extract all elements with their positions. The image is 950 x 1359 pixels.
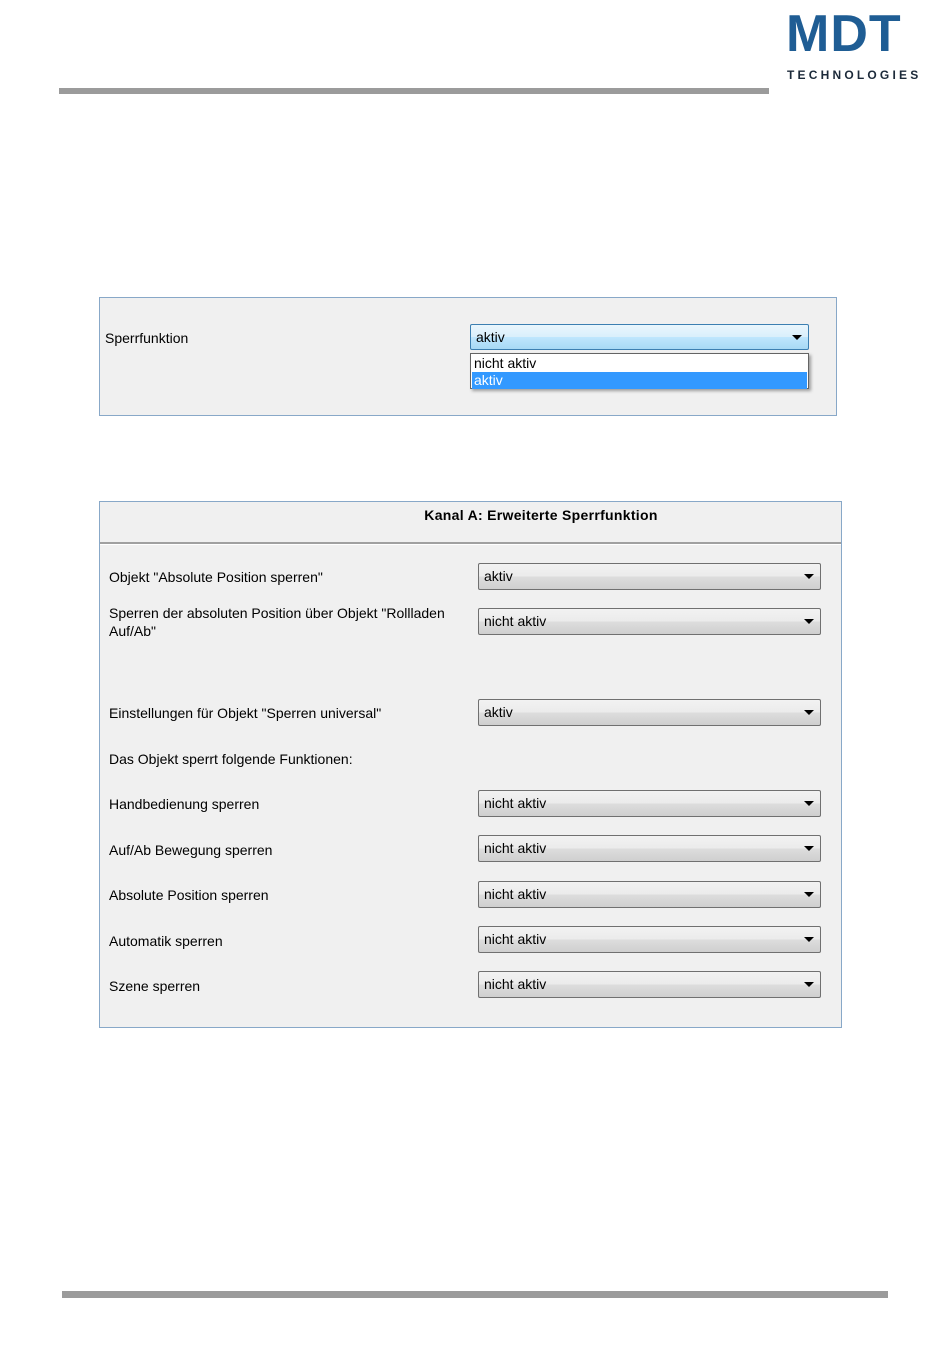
- sperrfunktion-select[interactable]: [470, 324, 809, 350]
- chevron-down-icon[interactable]: [804, 892, 814, 897]
- sperrfunktion-panel: [99, 297, 837, 416]
- automatik-select[interactable]: [478, 926, 821, 953]
- auf-ab-bewegung-select[interactable]: [478, 835, 821, 862]
- erweiterte-sperrfunktion-panel: [99, 501, 842, 1028]
- panel-title: Kanal A: Erweiterte Sperrfunktion: [424, 507, 658, 523]
- select-value: nicht aktiv: [484, 795, 547, 811]
- handbedienung-select[interactable]: [478, 790, 821, 817]
- chevron-down-icon[interactable]: [792, 335, 802, 340]
- sperren-universal-select[interactable]: [478, 699, 821, 726]
- row-label-handbedienung: Handbedienung sperren: [109, 796, 260, 812]
- chevron-down-icon[interactable]: [804, 801, 814, 806]
- functions-heading: Das Objekt sperrt folgende Funktionen:: [109, 751, 353, 767]
- sperren-rollladen-select[interactable]: [478, 608, 821, 635]
- absolute-position-select[interactable]: [478, 881, 821, 908]
- option-aktiv[interactable]: aktiv: [472, 372, 807, 389]
- sperrfunktion-value: aktiv: [476, 329, 505, 345]
- row-label-automatik: Automatik sperren: [109, 933, 223, 949]
- chevron-down-icon[interactable]: [804, 846, 814, 851]
- row-label-absolute-position-object: Objekt "Absolute Position sperren": [109, 569, 323, 585]
- footer-divider: [62, 1291, 888, 1298]
- select-value: nicht aktiv: [484, 886, 547, 902]
- logo-wordmark: MDT: [786, 5, 902, 63]
- option-nicht-aktiv[interactable]: nicht aktiv: [474, 355, 537, 371]
- select-value: nicht aktiv: [484, 840, 547, 856]
- chevron-down-icon[interactable]: [804, 574, 814, 579]
- sperrfunktion-label: Sperrfunktion: [105, 330, 189, 346]
- chevron-down-icon[interactable]: [804, 710, 814, 715]
- select-value: aktiv: [484, 568, 513, 584]
- chevron-down-icon[interactable]: [804, 937, 814, 942]
- chevron-down-icon[interactable]: [804, 982, 814, 987]
- sperrfunktion-dropdown-list: [470, 353, 809, 389]
- row-label-auf-ab-bewegung: Auf/Ab Bewegung sperren: [109, 842, 273, 858]
- szene-select[interactable]: [478, 971, 821, 998]
- logo-subtext: TECHNOLOGIES: [787, 68, 922, 82]
- mdt-logo: [786, 5, 931, 84]
- row-label-absolute-position: Absolute Position sperren: [109, 887, 269, 903]
- select-value: nicht aktiv: [484, 613, 547, 629]
- row-label-sperren-rollladen: Sperren der absoluten Position über Objekt "Rollladen Auf/Ab": [109, 605, 445, 639]
- select-value: aktiv: [484, 704, 513, 720]
- select-value: nicht aktiv: [484, 931, 547, 947]
- row-label-sperren-universal: Einstellungen für Objekt "Sperren universal": [109, 705, 382, 721]
- header-divider: [59, 88, 769, 94]
- absolute-position-object-select[interactable]: [478, 563, 821, 590]
- select-value: nicht aktiv: [484, 976, 547, 992]
- row-label-szene: Szene sperren: [109, 978, 201, 994]
- title-divider: [100, 542, 841, 545]
- chevron-down-icon[interactable]: [804, 619, 814, 624]
